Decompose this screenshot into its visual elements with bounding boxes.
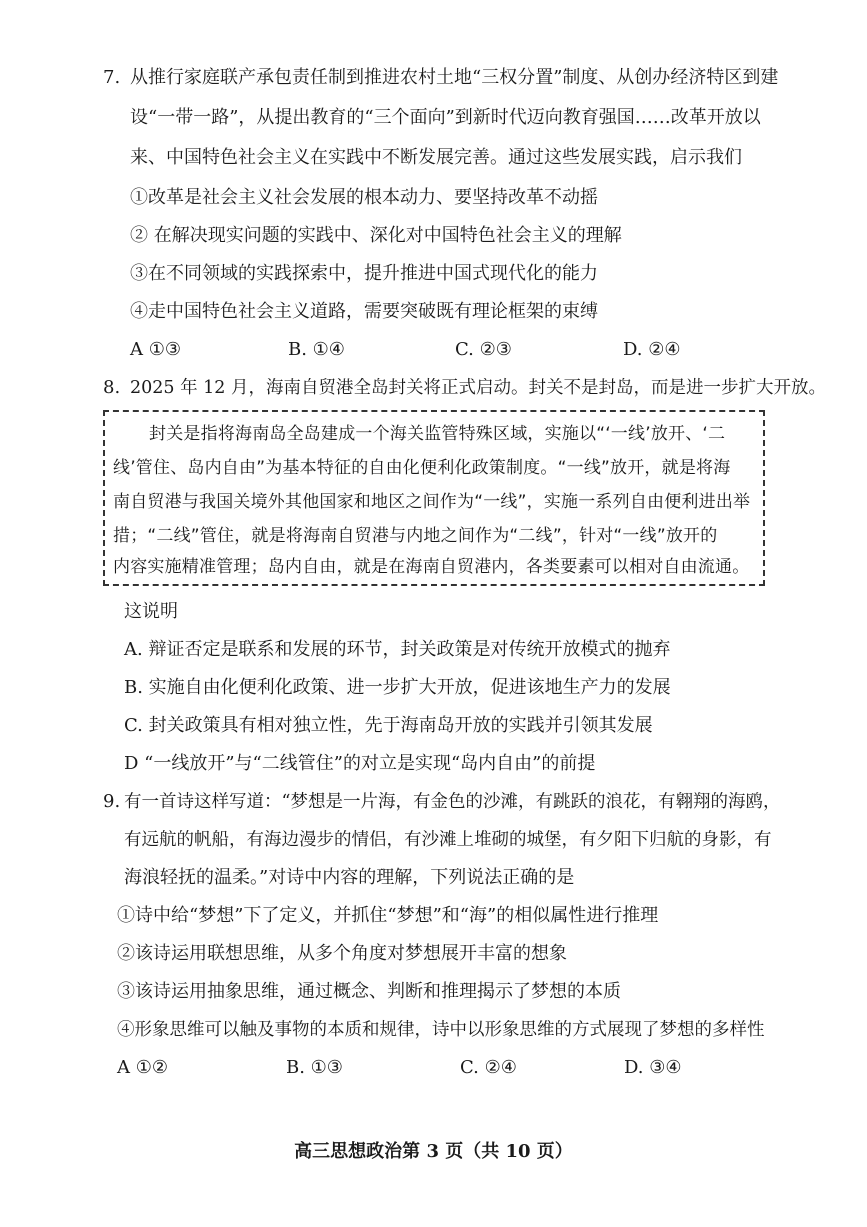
material-line: 线’管住、岛内自由”为基本特征的自由化便利化政策制度。“一线”放开，就是将海 xyxy=(113,458,731,478)
material-line: 措；“二线”管住，就是将海南自贸港与内地之间作为“二线”，针对“一线”放开的 xyxy=(113,526,718,546)
statement-1: ①诗中给“梦想”下了定义，并抓住“梦想”和“海”的相似属性进行推理 xyxy=(117,905,659,926)
question-number: 8. xyxy=(103,377,121,398)
statement-3: ③在不同领域的实践探索中，提升推进中国式现代化的能力 xyxy=(130,263,598,284)
question-stem-line: 设“一带一路”，从提出教育的“三个面向”到新时代迈向教育强国……改革开放以 xyxy=(130,107,761,128)
question-stem-line: 有远航的帆船，有海边漫步的情侣，有沙滩上堆砌的城堡，有夕阳下归航的身影，有 xyxy=(124,830,772,850)
statement-4: ④形象思维可以触及事物的本质和规律，诗中以形象思维的方式展现了梦想的多样性 xyxy=(117,1020,765,1040)
option-d[interactable]: D. ②④ xyxy=(623,339,681,360)
option-b[interactable]: B. 实施自由化便利化政策、进一步扩大开放，促进该地生产力的发展 xyxy=(124,677,671,698)
statement-2: ②该诗运用联想思维，从多个角度对梦想展开丰富的想象 xyxy=(117,943,567,964)
question-number: 9. xyxy=(103,791,121,812)
option-a[interactable]: A ①③ xyxy=(130,339,181,360)
option-a[interactable]: A. 辩证否定是联系和发展的环节，封关政策是对传统开放模式的抛弃 xyxy=(124,639,671,660)
material-line: 内容实施精准管理；岛内自由，就是在海南自贸港内，各类要素可以相对自由流通。 xyxy=(113,557,750,577)
option-c[interactable]: C. ②④ xyxy=(460,1057,517,1078)
option-c[interactable]: C. 封关政策具有相对独立性，先于海南岛开放的实践并引领其发展 xyxy=(124,715,653,736)
option-d[interactable]: D “一线放开”与“二线管住”的对立是实现“岛内自由”的前提 xyxy=(124,753,596,774)
question-stem-line: 从推行家庭联产承包责任制到推进农村土地“三权分置”制度、从创办经济特区到建 xyxy=(130,67,779,88)
statement-1: ①改革是社会主义社会发展的根本动力、要坚持改革不动摇 xyxy=(130,187,598,208)
option-b[interactable]: B. ①④ xyxy=(288,339,345,360)
option-c[interactable]: C. ②③ xyxy=(455,339,512,360)
option-a[interactable]: A ①② xyxy=(117,1057,168,1078)
page-footer: 高三思想政治第 3 页（共 10 页） xyxy=(294,1141,573,1162)
statement-4: ④走中国特色社会主义道路，需要突破既有理论框架的束缚 xyxy=(130,301,598,322)
option-b[interactable]: B. ①③ xyxy=(286,1057,343,1078)
question-stem: 2025 年 12 月，海南自贸港全岛封关将正式启动。封关不是封岛，而是进一步扩大开放。 xyxy=(130,378,826,398)
question-stem-line: 海浪轻抚的温柔。”对诗中内容的理解，下列说法正确的是 xyxy=(124,867,575,888)
question-stem-line: 有一首诗这样写道：“梦想是一片海，有金色的沙滩，有跳跃的浪花，有翱翔的海鸥， xyxy=(124,792,781,812)
question-prompt: 这说明 xyxy=(124,601,178,622)
material-line: 南自贸港与我国关境外其他国家和地区之间作为“一线”，实施一系列自由便利进出举 xyxy=(113,492,751,512)
statement-2: ② 在解决现实问题的实践中、深化对中国特色社会主义的理解 xyxy=(130,225,622,246)
question-number: 7. xyxy=(103,67,121,88)
material-line: 封关是指将海南岛全岛建成一个海关监管特殊区域，实施以“‘一线’放开、‘二 xyxy=(149,424,726,444)
statement-3: ③该诗运用抽象思维，通过概念、判断和推理揭示了梦想的本质 xyxy=(117,981,621,1002)
question-stem-line: 来、中国特色社会主义在实践中不断发展完善。通过这些发展实践，启示我们 xyxy=(130,147,742,168)
option-d[interactable]: D. ③④ xyxy=(624,1057,682,1078)
material-box xyxy=(103,410,765,586)
